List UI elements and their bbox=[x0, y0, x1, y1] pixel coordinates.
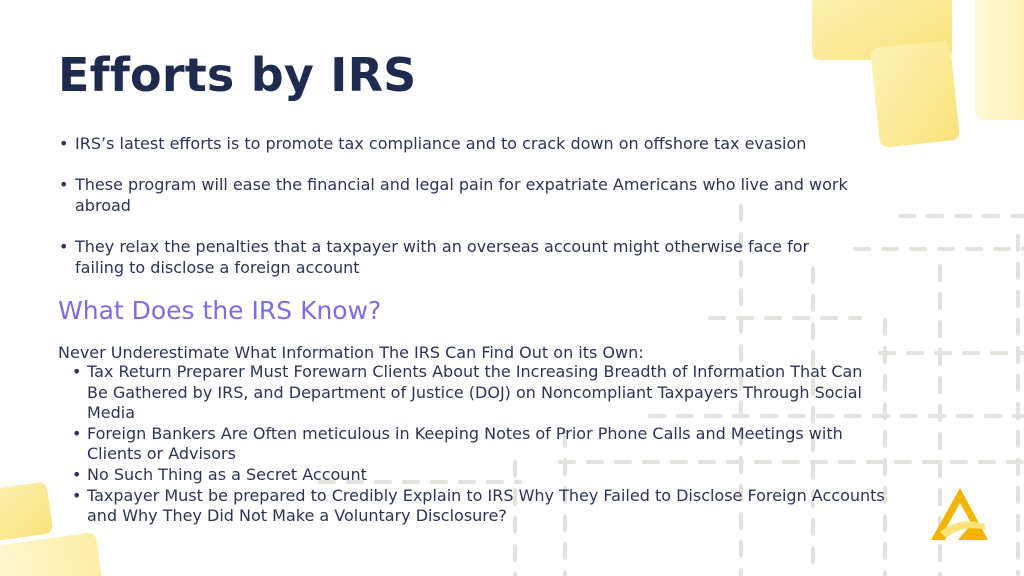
bullet-item: • IRS’s latest efforts is to promote tax compliance and to crack down on offshore tax evasion bbox=[58, 133, 858, 154]
intro-text: Never Underestimate What Information The IRS Can Find Out on its Own: bbox=[58, 343, 644, 362]
main-bullet-list bbox=[58, 133, 858, 298]
sub-bullet-list bbox=[70, 362, 885, 527]
sub-bullet-item: • Foreign Bankers Are Often meticulous in Keeping Notes of Prior Phone Calls and Meetings with Clients or Advisors bbox=[70, 424, 885, 465]
bullet-item: • These program will ease the financial and legal pain for expatriate Americans who live and work abroad bbox=[58, 174, 858, 216]
sub-bullet-item: • Tax Return Preparer Must Forewarn Clients About the Increasing Breadth of Information That Can Be Gathered by IRS, and Department of Justice (DOJ) on Noncompliant Taxpayers Through Social Media bbox=[70, 362, 885, 424]
sub-bullet-item: • Taxpayer Must be prepared to Credibly Explain to IRS Why They Failed to Disclose Foreign Accounts and Why They Did Not Make a Voluntary Disclosure? bbox=[70, 486, 885, 527]
sub-bullet-item: • No Such Thing as a Secret Account bbox=[70, 465, 885, 486]
slide-title: Efforts by IRS bbox=[58, 48, 417, 102]
section-subtitle: What Does the IRS Know? bbox=[58, 296, 382, 325]
bullet-item: • They relax the penalties that a taxpayer with an overseas account might otherwise face for failing to disclose a foreign account bbox=[58, 236, 858, 278]
